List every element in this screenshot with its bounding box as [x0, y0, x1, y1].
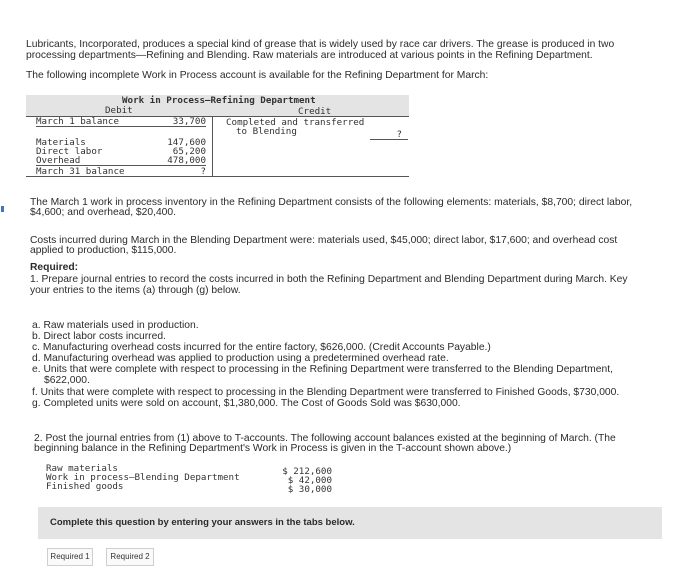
- credit-value: ?: [396, 129, 402, 140]
- list-item: g. Completed units were sold on account, $1,380,000. The Cost of Goods Sold was $630,000.: [32, 398, 461, 409]
- balance-label: Finished goods: [46, 481, 124, 492]
- required-line-2: your entries to the items (a) through (g) below.: [30, 285, 241, 296]
- list-item: a. Raw materials used in production.: [32, 320, 199, 331]
- row-label: Direct labor: [36, 146, 103, 157]
- balance-label: Raw materials: [46, 463, 118, 474]
- para1-line-1: The March 1 work in process inventory in the Refining Department consists of the following elements: materials, $8,700; direct labor,: [30, 197, 633, 208]
- list-item: d. Manufacturing overhead was applied to production using a predetermined overhead rate.: [32, 353, 449, 364]
- list-item: f. Units that were complete with respect to processing in the Blending Department were transferred to Finished Goods, $730,000.: [32, 387, 620, 398]
- part2-line-1: 2. Post the journal entries from (1) above to T-accounts. The following account balances existed at the beginning of March. (The: [34, 433, 616, 444]
- row-value: 147,600: [167, 137, 206, 148]
- balance-value: $ 30,000: [287, 484, 332, 495]
- required-line-1: 1. Prepare journal entries to record the costs incurred in both the Refining Department and Blending Department during March. Key: [30, 274, 628, 285]
- para2-line-1: Costs incurred during March in the Blending Department were: materials used, $45,000; direct labor, $17,600; and overhead cost: [30, 235, 618, 246]
- t-account-divider: [212, 116, 213, 176]
- para2-line-2: applied to production, $115,000.: [30, 245, 177, 256]
- tab-required-1[interactable]: Required 1: [47, 548, 93, 566]
- row-value: 478,000: [167, 155, 206, 166]
- credit-label: Credit: [298, 106, 332, 117]
- row-value: 33,700: [172, 116, 206, 127]
- instruction-text: Complete this question by entering your answers in the tabs below.: [50, 517, 355, 528]
- row-label: March 31 balance: [36, 166, 125, 177]
- row-label: March 1 balance: [36, 116, 119, 127]
- credit-entry-line-2: to Blending: [236, 126, 297, 137]
- intro-line-1: Lubricants, Incorporated, produces a special kind of grease that is widely used by race car drivers. The grease is produced in two: [26, 39, 615, 50]
- intro-line-3: The following incomplete Work in Process account is available for the Refining Department for March:: [26, 70, 489, 81]
- t-account-title: Work in Process–Refining Department: [122, 95, 316, 106]
- part2-line-2: beginning balance in the Refining Department's Work in Process is given in the T-account shown above.): [34, 443, 512, 454]
- list-item: c. Manufacturing overhead costs incurred for the entire factory, $626,000. (Credit Accounts Payable.): [32, 342, 491, 353]
- list-item: $622,000.: [44, 375, 90, 386]
- t-account-bottom-rule: [26, 176, 409, 177]
- tab-required-2[interactable]: Required 2: [106, 548, 154, 566]
- margin-marker: [1, 206, 4, 212]
- balance-value: $ 42,000: [287, 475, 332, 486]
- row-label: Materials: [36, 137, 86, 148]
- row-rule: [36, 126, 206, 127]
- required-heading: Required:: [30, 262, 79, 273]
- intro-line-2: processing departments—Refining and Blending. Raw materials are introduced at various points in the Refining Department.: [26, 50, 593, 61]
- credit-value-rule: [370, 139, 408, 140]
- credit-entry-line-1: Completed and transferred: [226, 117, 365, 128]
- balance-label: Work in process–Blending Department: [46, 472, 240, 483]
- list-item: b. Direct labor costs incurred.: [32, 331, 166, 342]
- instruction-banner: [38, 507, 662, 539]
- row-value: ?: [200, 166, 206, 177]
- list-item: e. Units that were complete with respect to processing in the Refining Department were transferred to the Blending Department,: [32, 364, 613, 375]
- row-label: Overhead: [36, 155, 81, 166]
- row-value: 65,200: [172, 146, 206, 157]
- balance-value: $ 212,600: [282, 466, 332, 477]
- para1-line-2: $4,600; and overhead, $20,400.: [30, 207, 176, 218]
- debit-label: Debit: [105, 105, 133, 116]
